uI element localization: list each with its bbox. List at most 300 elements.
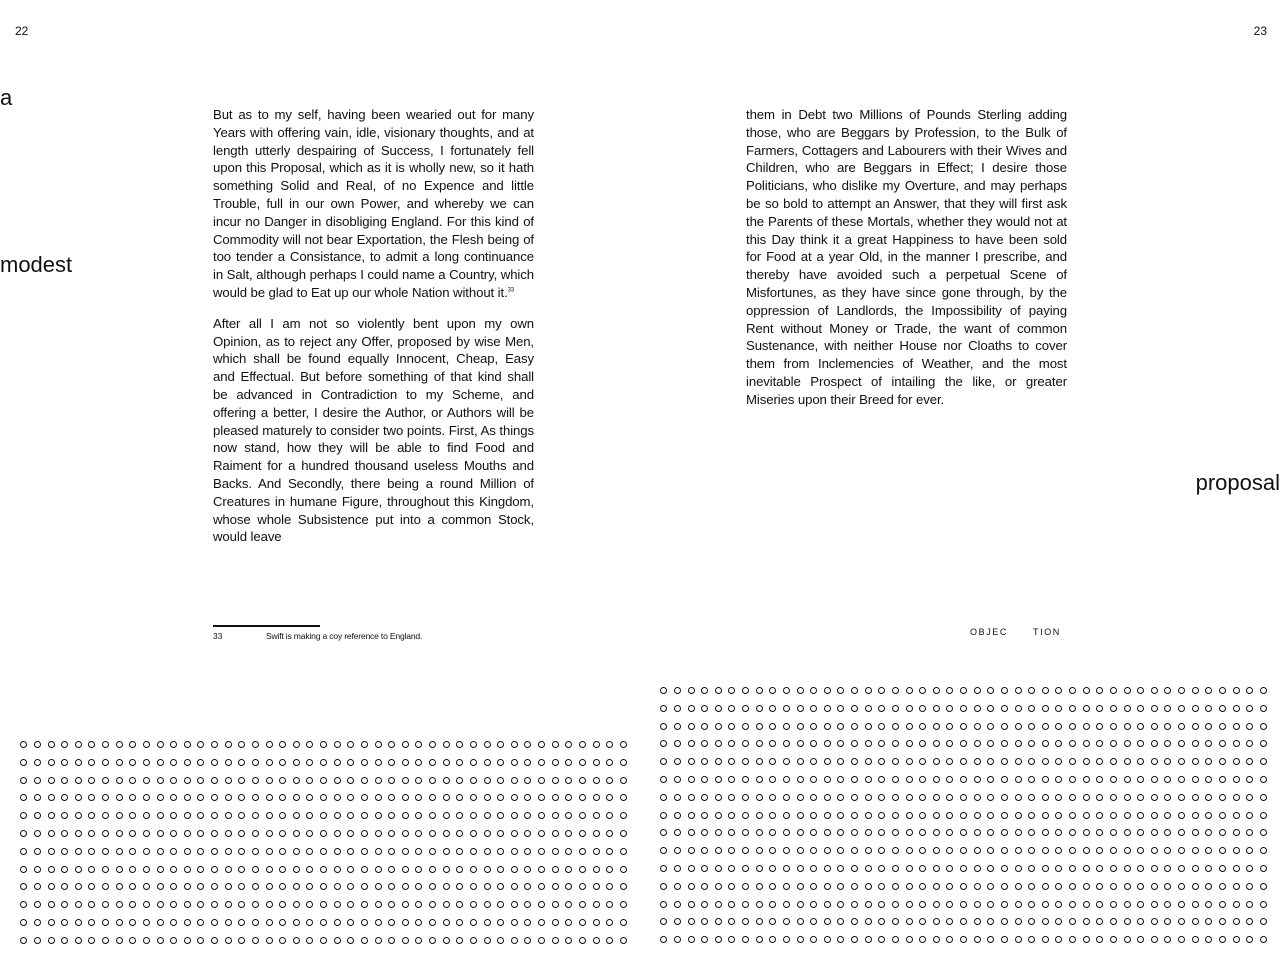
ring-dot-icon bbox=[456, 937, 463, 944]
ring-dot-icon bbox=[783, 812, 790, 819]
ring-dot-icon bbox=[728, 687, 735, 694]
ring-dot-icon bbox=[1124, 901, 1131, 908]
page-number-right: 23 bbox=[1253, 24, 1267, 38]
ring-dot-icon bbox=[606, 937, 613, 944]
ring-dot-icon bbox=[1137, 847, 1144, 854]
ring-dot-icon bbox=[919, 740, 926, 747]
ring-dot-icon bbox=[293, 901, 300, 908]
ring-dot-icon bbox=[20, 901, 27, 908]
ring-dot-icon bbox=[197, 866, 204, 873]
ring-dot-icon bbox=[252, 848, 259, 855]
ring-dot-icon bbox=[375, 741, 382, 748]
ring-dot-icon bbox=[1164, 865, 1171, 872]
ring-dot-icon bbox=[511, 848, 518, 855]
ring-dot-icon bbox=[266, 812, 273, 819]
ring-dot-icon bbox=[388, 812, 395, 819]
ring-dot-icon bbox=[170, 883, 177, 890]
ring-dot-icon bbox=[361, 919, 368, 926]
ring-dot-icon bbox=[1192, 740, 1199, 747]
ring-dot-icon bbox=[810, 936, 817, 943]
ring-dot-icon bbox=[701, 776, 708, 783]
ring-dot-icon bbox=[715, 705, 722, 712]
ring-dot-icon bbox=[933, 794, 940, 801]
ring-dot-icon bbox=[1110, 901, 1117, 908]
ring-dot-icon bbox=[606, 848, 613, 855]
ring-dot-icon bbox=[102, 830, 109, 837]
ring-dot-icon bbox=[824, 901, 831, 908]
ring-dot-icon bbox=[347, 812, 354, 819]
ring-dot-icon bbox=[1069, 936, 1076, 943]
ring-dot-icon bbox=[865, 865, 872, 872]
ring-dot-icon bbox=[701, 687, 708, 694]
ring-dot-icon bbox=[960, 776, 967, 783]
ring-dot-icon bbox=[837, 847, 844, 854]
ring-dot-icon bbox=[1083, 918, 1090, 925]
ring-dot-icon bbox=[892, 829, 899, 836]
ring-dot-icon bbox=[1192, 847, 1199, 854]
ring-dot-icon bbox=[129, 866, 136, 873]
ring-dot-icon bbox=[375, 848, 382, 855]
ring-dot-icon bbox=[1205, 865, 1212, 872]
ring-dot-icon bbox=[701, 812, 708, 819]
ring-dot-icon bbox=[974, 918, 981, 925]
ring-dot-icon bbox=[443, 759, 450, 766]
ring-dot-icon bbox=[1096, 723, 1103, 730]
ring-dot-icon bbox=[129, 883, 136, 890]
ring-dot-icon bbox=[170, 812, 177, 819]
ring-dot-icon bbox=[184, 848, 191, 855]
ring-dot-icon bbox=[960, 740, 967, 747]
ring-dot-icon bbox=[946, 740, 953, 747]
ring-dot-icon bbox=[892, 847, 899, 854]
ring-dot-icon bbox=[824, 687, 831, 694]
ring-dot-icon bbox=[1069, 723, 1076, 730]
left-text-column bbox=[213, 106, 534, 546]
ring-dot-icon bbox=[1205, 705, 1212, 712]
ring-dot-icon bbox=[334, 848, 341, 855]
ring-dot-icon bbox=[593, 812, 600, 819]
ring-dot-icon bbox=[20, 937, 27, 944]
ring-dot-icon bbox=[974, 758, 981, 765]
ring-dot-icon bbox=[1055, 883, 1062, 890]
ring-dot-icon bbox=[837, 776, 844, 783]
ring-dot-icon bbox=[1028, 918, 1035, 925]
ring-dot-icon bbox=[306, 901, 313, 908]
ring-dot-icon bbox=[293, 883, 300, 890]
ring-dot-icon bbox=[606, 812, 613, 819]
ring-dot-icon bbox=[1260, 936, 1267, 943]
ring-dot-icon bbox=[810, 723, 817, 730]
ring-dot-icon bbox=[1164, 847, 1171, 854]
ring-dot-icon bbox=[129, 919, 136, 926]
ring-dot-icon bbox=[279, 759, 286, 766]
ring-dot-icon bbox=[1083, 794, 1090, 801]
ring-dot-icon bbox=[701, 723, 708, 730]
ring-dot-icon bbox=[987, 740, 994, 747]
ring-dot-icon bbox=[1096, 883, 1103, 890]
ring-dot-icon bbox=[946, 936, 953, 943]
ring-dot-icon bbox=[157, 919, 164, 926]
ring-dot-icon bbox=[620, 848, 627, 855]
ring-dot-icon bbox=[497, 866, 504, 873]
dot-grid-right bbox=[657, 687, 1271, 954]
ring-dot-icon bbox=[1055, 776, 1062, 783]
ring-dot-icon bbox=[810, 918, 817, 925]
ring-dot-icon bbox=[1151, 936, 1158, 943]
ring-dot-icon bbox=[1069, 776, 1076, 783]
ring-dot-icon bbox=[688, 740, 695, 747]
left-paragraph-2: After all I am not so violently bent upon my own Opinion, as to reject any Offer, proposed by wise Men, which shall be found equally Innocent, Cheap, Easy and Effectual. But before something of that kind shall be advanced in Contradiction to my Scheme, and offering a better, I desire the Author, or Authors will be pleased maturely to consider two points. First, As things now stand, how they will be able to find Food and Raiment for a hundred thousand useless Mouths and Backs. And Secondly, there being a round Million of Creatures in humane Figure, throughout this Kingdom, whose whole Subsistence put into a common Stock, would leave bbox=[213, 315, 534, 545]
ring-dot-icon bbox=[701, 918, 708, 925]
ring-dot-icon bbox=[593, 937, 600, 944]
ring-dot-icon bbox=[1178, 918, 1185, 925]
ring-dot-icon bbox=[116, 883, 123, 890]
ring-dot-icon bbox=[756, 829, 763, 836]
ring-dot-icon bbox=[878, 705, 885, 712]
ring-dot-icon bbox=[851, 723, 858, 730]
ring-dot-icon bbox=[538, 919, 545, 926]
ring-dot-icon bbox=[1042, 901, 1049, 908]
ring-dot-icon bbox=[851, 740, 858, 747]
ring-dot-icon bbox=[660, 936, 667, 943]
ring-dot-icon bbox=[987, 705, 994, 712]
ring-dot-icon bbox=[565, 759, 572, 766]
ring-dot-icon bbox=[225, 812, 232, 819]
ring-dot-icon bbox=[606, 866, 613, 873]
ring-dot-icon bbox=[334, 759, 341, 766]
ring-dot-icon bbox=[1042, 865, 1049, 872]
ring-dot-icon bbox=[293, 830, 300, 837]
ring-dot-icon bbox=[1164, 829, 1171, 836]
ring-dot-icon bbox=[783, 936, 790, 943]
ring-dot-icon bbox=[388, 848, 395, 855]
ring-dot-icon bbox=[116, 830, 123, 837]
ring-dot-icon bbox=[1096, 758, 1103, 765]
ring-dot-icon bbox=[728, 901, 735, 908]
footnote-reference[interactable]: 33 bbox=[507, 287, 515, 294]
ring-dot-icon bbox=[1015, 740, 1022, 747]
ring-dot-icon bbox=[306, 937, 313, 944]
ring-dot-icon bbox=[579, 866, 586, 873]
ring-dot-icon bbox=[974, 936, 981, 943]
ring-dot-icon bbox=[1015, 865, 1022, 872]
ring-dot-icon bbox=[1069, 740, 1076, 747]
ring-dot-icon bbox=[293, 777, 300, 784]
ring-dot-icon bbox=[143, 759, 150, 766]
ring-dot-icon bbox=[946, 687, 953, 694]
ring-dot-icon bbox=[388, 919, 395, 926]
ring-dot-icon bbox=[456, 830, 463, 837]
ring-dot-icon bbox=[1083, 723, 1090, 730]
ring-dot-icon bbox=[1164, 936, 1171, 943]
ring-dot-icon bbox=[769, 865, 776, 872]
ring-dot-icon bbox=[470, 777, 477, 784]
ring-dot-icon bbox=[688, 758, 695, 765]
ring-dot-icon bbox=[1069, 705, 1076, 712]
ring-dot-icon bbox=[878, 794, 885, 801]
ring-dot-icon bbox=[402, 848, 409, 855]
ring-dot-icon bbox=[1219, 794, 1226, 801]
ring-dot-icon bbox=[129, 830, 136, 837]
ring-dot-icon bbox=[1015, 918, 1022, 925]
ring-dot-icon bbox=[1205, 829, 1212, 836]
ring-dot-icon bbox=[1096, 687, 1103, 694]
ring-dot-icon bbox=[170, 901, 177, 908]
ring-dot-icon bbox=[1015, 829, 1022, 836]
ring-dot-icon bbox=[1083, 936, 1090, 943]
ring-dot-icon bbox=[170, 794, 177, 801]
ring-dot-icon bbox=[252, 812, 259, 819]
ring-dot-icon bbox=[415, 866, 422, 873]
ring-dot-icon bbox=[1083, 812, 1090, 819]
ring-dot-icon bbox=[484, 883, 491, 890]
left-paragraph-1-text: But as to my self, having been wearied out for many Years with offering vain, idle, visionary thoughts, and at length utterly despairing of Success, I fortunately fell upon this Proposal, which as it is wholly new, so it hath something Solid and Real, of no Expence and little Trouble, full in our own Power, and whereby we can incur no Danger in disobliging England. For this kind of Commodity will not bear Exportation, the Flesh being of too tender a Consistance, to admit a long continuance in Salt, although perhaps I could name a Country, which would be glad to Eat up our whole Nation without it. bbox=[213, 107, 534, 300]
ring-dot-icon bbox=[266, 937, 273, 944]
ring-dot-icon bbox=[1192, 936, 1199, 943]
ring-dot-icon bbox=[824, 847, 831, 854]
ring-dot-icon bbox=[375, 919, 382, 926]
ring-dot-icon bbox=[197, 812, 204, 819]
ring-dot-icon bbox=[674, 812, 681, 819]
ring-dot-icon bbox=[279, 830, 286, 837]
ring-dot-icon bbox=[742, 883, 749, 890]
ring-dot-icon bbox=[524, 741, 531, 748]
ring-dot-icon bbox=[1083, 829, 1090, 836]
ring-dot-icon bbox=[824, 794, 831, 801]
right-text-column bbox=[746, 106, 1067, 409]
ring-dot-icon bbox=[1192, 705, 1199, 712]
ring-dot-icon bbox=[593, 919, 600, 926]
ring-dot-icon bbox=[511, 901, 518, 908]
ring-dot-icon bbox=[756, 705, 763, 712]
ring-dot-icon bbox=[211, 866, 218, 873]
ring-dot-icon bbox=[593, 848, 600, 855]
ring-dot-icon bbox=[429, 812, 436, 819]
ring-dot-icon bbox=[960, 687, 967, 694]
ring-dot-icon bbox=[102, 741, 109, 748]
ring-dot-icon bbox=[674, 829, 681, 836]
ring-dot-icon bbox=[1178, 883, 1185, 890]
ring-dot-icon bbox=[987, 829, 994, 836]
ring-dot-icon bbox=[1260, 794, 1267, 801]
ring-dot-icon bbox=[1205, 687, 1212, 694]
ring-dot-icon bbox=[116, 901, 123, 908]
ring-dot-icon bbox=[306, 883, 313, 890]
ring-dot-icon bbox=[1055, 723, 1062, 730]
ring-dot-icon bbox=[415, 937, 422, 944]
ring-dot-icon bbox=[1151, 776, 1158, 783]
ring-dot-icon bbox=[157, 777, 164, 784]
ring-dot-icon bbox=[1015, 901, 1022, 908]
ring-dot-icon bbox=[1001, 829, 1008, 836]
ring-dot-icon bbox=[715, 723, 722, 730]
ring-dot-icon bbox=[552, 937, 559, 944]
ring-dot-icon bbox=[606, 901, 613, 908]
ring-dot-icon bbox=[347, 937, 354, 944]
ring-dot-icon bbox=[266, 759, 273, 766]
ring-dot-icon bbox=[1028, 829, 1035, 836]
ring-dot-icon bbox=[769, 829, 776, 836]
ring-dot-icon bbox=[279, 937, 286, 944]
ring-dot-icon bbox=[1042, 936, 1049, 943]
ring-dot-icon bbox=[878, 829, 885, 836]
dot-grid-left bbox=[17, 741, 631, 955]
ring-dot-icon bbox=[61, 812, 68, 819]
ring-dot-icon bbox=[1192, 918, 1199, 925]
ring-dot-icon bbox=[769, 901, 776, 908]
ring-dot-icon bbox=[1124, 758, 1131, 765]
ring-dot-icon bbox=[225, 848, 232, 855]
ring-dot-icon bbox=[865, 829, 872, 836]
ring-dot-icon bbox=[1096, 936, 1103, 943]
ring-dot-icon bbox=[1178, 794, 1185, 801]
ring-dot-icon bbox=[960, 865, 967, 872]
ring-dot-icon bbox=[606, 741, 613, 748]
ring-dot-icon bbox=[211, 883, 218, 890]
ring-dot-icon bbox=[1151, 794, 1158, 801]
ring-dot-icon bbox=[48, 812, 55, 819]
ring-dot-icon bbox=[238, 919, 245, 926]
ring-dot-icon bbox=[538, 830, 545, 837]
ring-dot-icon bbox=[279, 741, 286, 748]
ring-dot-icon bbox=[1178, 705, 1185, 712]
ring-dot-icon bbox=[552, 812, 559, 819]
ring-dot-icon bbox=[552, 901, 559, 908]
ring-dot-icon bbox=[660, 776, 667, 783]
ring-dot-icon bbox=[143, 848, 150, 855]
ring-dot-icon bbox=[552, 919, 559, 926]
ring-dot-icon bbox=[688, 723, 695, 730]
ring-dot-icon bbox=[375, 794, 382, 801]
ring-dot-icon bbox=[688, 847, 695, 854]
ring-dot-icon bbox=[906, 812, 913, 819]
ring-dot-icon bbox=[688, 829, 695, 836]
ring-dot-icon bbox=[946, 723, 953, 730]
ring-dot-icon bbox=[443, 937, 450, 944]
ring-dot-icon bbox=[810, 901, 817, 908]
ring-dot-icon bbox=[933, 740, 940, 747]
ring-dot-icon bbox=[1001, 847, 1008, 854]
ring-dot-icon bbox=[456, 794, 463, 801]
ring-dot-icon bbox=[593, 759, 600, 766]
ring-dot-icon bbox=[102, 866, 109, 873]
ring-dot-icon bbox=[1246, 829, 1253, 836]
ring-dot-icon bbox=[1260, 865, 1267, 872]
ring-dot-icon bbox=[824, 883, 831, 890]
ring-dot-icon bbox=[987, 776, 994, 783]
ring-dot-icon bbox=[1137, 901, 1144, 908]
ring-dot-icon bbox=[157, 794, 164, 801]
ring-dot-icon bbox=[1001, 723, 1008, 730]
ring-dot-icon bbox=[1164, 705, 1171, 712]
ring-dot-icon bbox=[797, 901, 804, 908]
ring-dot-icon bbox=[238, 777, 245, 784]
ring-dot-icon bbox=[184, 777, 191, 784]
ring-dot-icon bbox=[334, 901, 341, 908]
ring-dot-icon bbox=[1042, 776, 1049, 783]
ring-dot-icon bbox=[688, 918, 695, 925]
ring-dot-icon bbox=[579, 919, 586, 926]
ring-dot-icon bbox=[197, 830, 204, 837]
ring-dot-icon bbox=[824, 865, 831, 872]
ring-dot-icon bbox=[34, 777, 41, 784]
ring-dot-icon bbox=[1246, 918, 1253, 925]
ring-dot-icon bbox=[865, 758, 872, 765]
ring-dot-icon bbox=[1124, 918, 1131, 925]
ring-dot-icon bbox=[48, 830, 55, 837]
ring-dot-icon bbox=[102, 919, 109, 926]
ring-dot-icon bbox=[1028, 812, 1035, 819]
ring-dot-icon bbox=[1178, 847, 1185, 854]
ring-dot-icon bbox=[184, 759, 191, 766]
ring-dot-icon bbox=[783, 723, 790, 730]
ring-dot-icon bbox=[375, 759, 382, 766]
ring-dot-icon bbox=[865, 740, 872, 747]
ring-dot-icon bbox=[1042, 883, 1049, 890]
ring-dot-icon bbox=[1028, 936, 1035, 943]
ring-dot-icon bbox=[1151, 687, 1158, 694]
ring-dot-icon bbox=[1233, 776, 1240, 783]
ring-dot-icon bbox=[484, 812, 491, 819]
ring-dot-icon bbox=[865, 776, 872, 783]
ring-dot-icon bbox=[143, 830, 150, 837]
ring-dot-icon bbox=[919, 794, 926, 801]
ring-dot-icon bbox=[470, 919, 477, 926]
ring-dot-icon bbox=[824, 936, 831, 943]
ring-dot-icon bbox=[810, 829, 817, 836]
ring-dot-icon bbox=[715, 901, 722, 908]
ring-dot-icon bbox=[987, 883, 994, 890]
ring-dot-icon bbox=[361, 937, 368, 944]
ring-dot-icon bbox=[851, 883, 858, 890]
ring-dot-icon bbox=[361, 777, 368, 784]
ring-dot-icon bbox=[170, 741, 177, 748]
ring-dot-icon bbox=[1055, 740, 1062, 747]
ring-dot-icon bbox=[851, 776, 858, 783]
ring-dot-icon bbox=[1233, 758, 1240, 765]
ring-dot-icon bbox=[388, 777, 395, 784]
ring-dot-icon bbox=[497, 812, 504, 819]
ring-dot-icon bbox=[524, 866, 531, 873]
ring-dot-icon bbox=[1069, 847, 1076, 854]
ring-dot-icon bbox=[429, 759, 436, 766]
ring-dot-icon bbox=[34, 741, 41, 748]
ring-dot-icon bbox=[511, 777, 518, 784]
ring-dot-icon bbox=[1246, 812, 1253, 819]
ring-dot-icon bbox=[824, 723, 831, 730]
ring-dot-icon bbox=[1015, 812, 1022, 819]
ring-dot-icon bbox=[552, 883, 559, 890]
ring-dot-icon bbox=[620, 919, 627, 926]
ring-dot-icon bbox=[143, 901, 150, 908]
ring-dot-icon bbox=[1069, 812, 1076, 819]
ring-dot-icon bbox=[88, 866, 95, 873]
ring-dot-icon bbox=[497, 741, 504, 748]
ring-dot-icon bbox=[919, 705, 926, 712]
ring-dot-icon bbox=[1164, 794, 1171, 801]
ring-dot-icon bbox=[266, 883, 273, 890]
ring-dot-icon bbox=[756, 865, 763, 872]
ring-dot-icon bbox=[851, 687, 858, 694]
ring-dot-icon bbox=[306, 848, 313, 855]
ring-dot-icon bbox=[484, 937, 491, 944]
ring-dot-icon bbox=[266, 777, 273, 784]
ring-dot-icon bbox=[715, 918, 722, 925]
ring-dot-icon bbox=[892, 865, 899, 872]
ring-dot-icon bbox=[1096, 829, 1103, 836]
ring-dot-icon bbox=[674, 687, 681, 694]
ring-dot-icon bbox=[1192, 883, 1199, 890]
